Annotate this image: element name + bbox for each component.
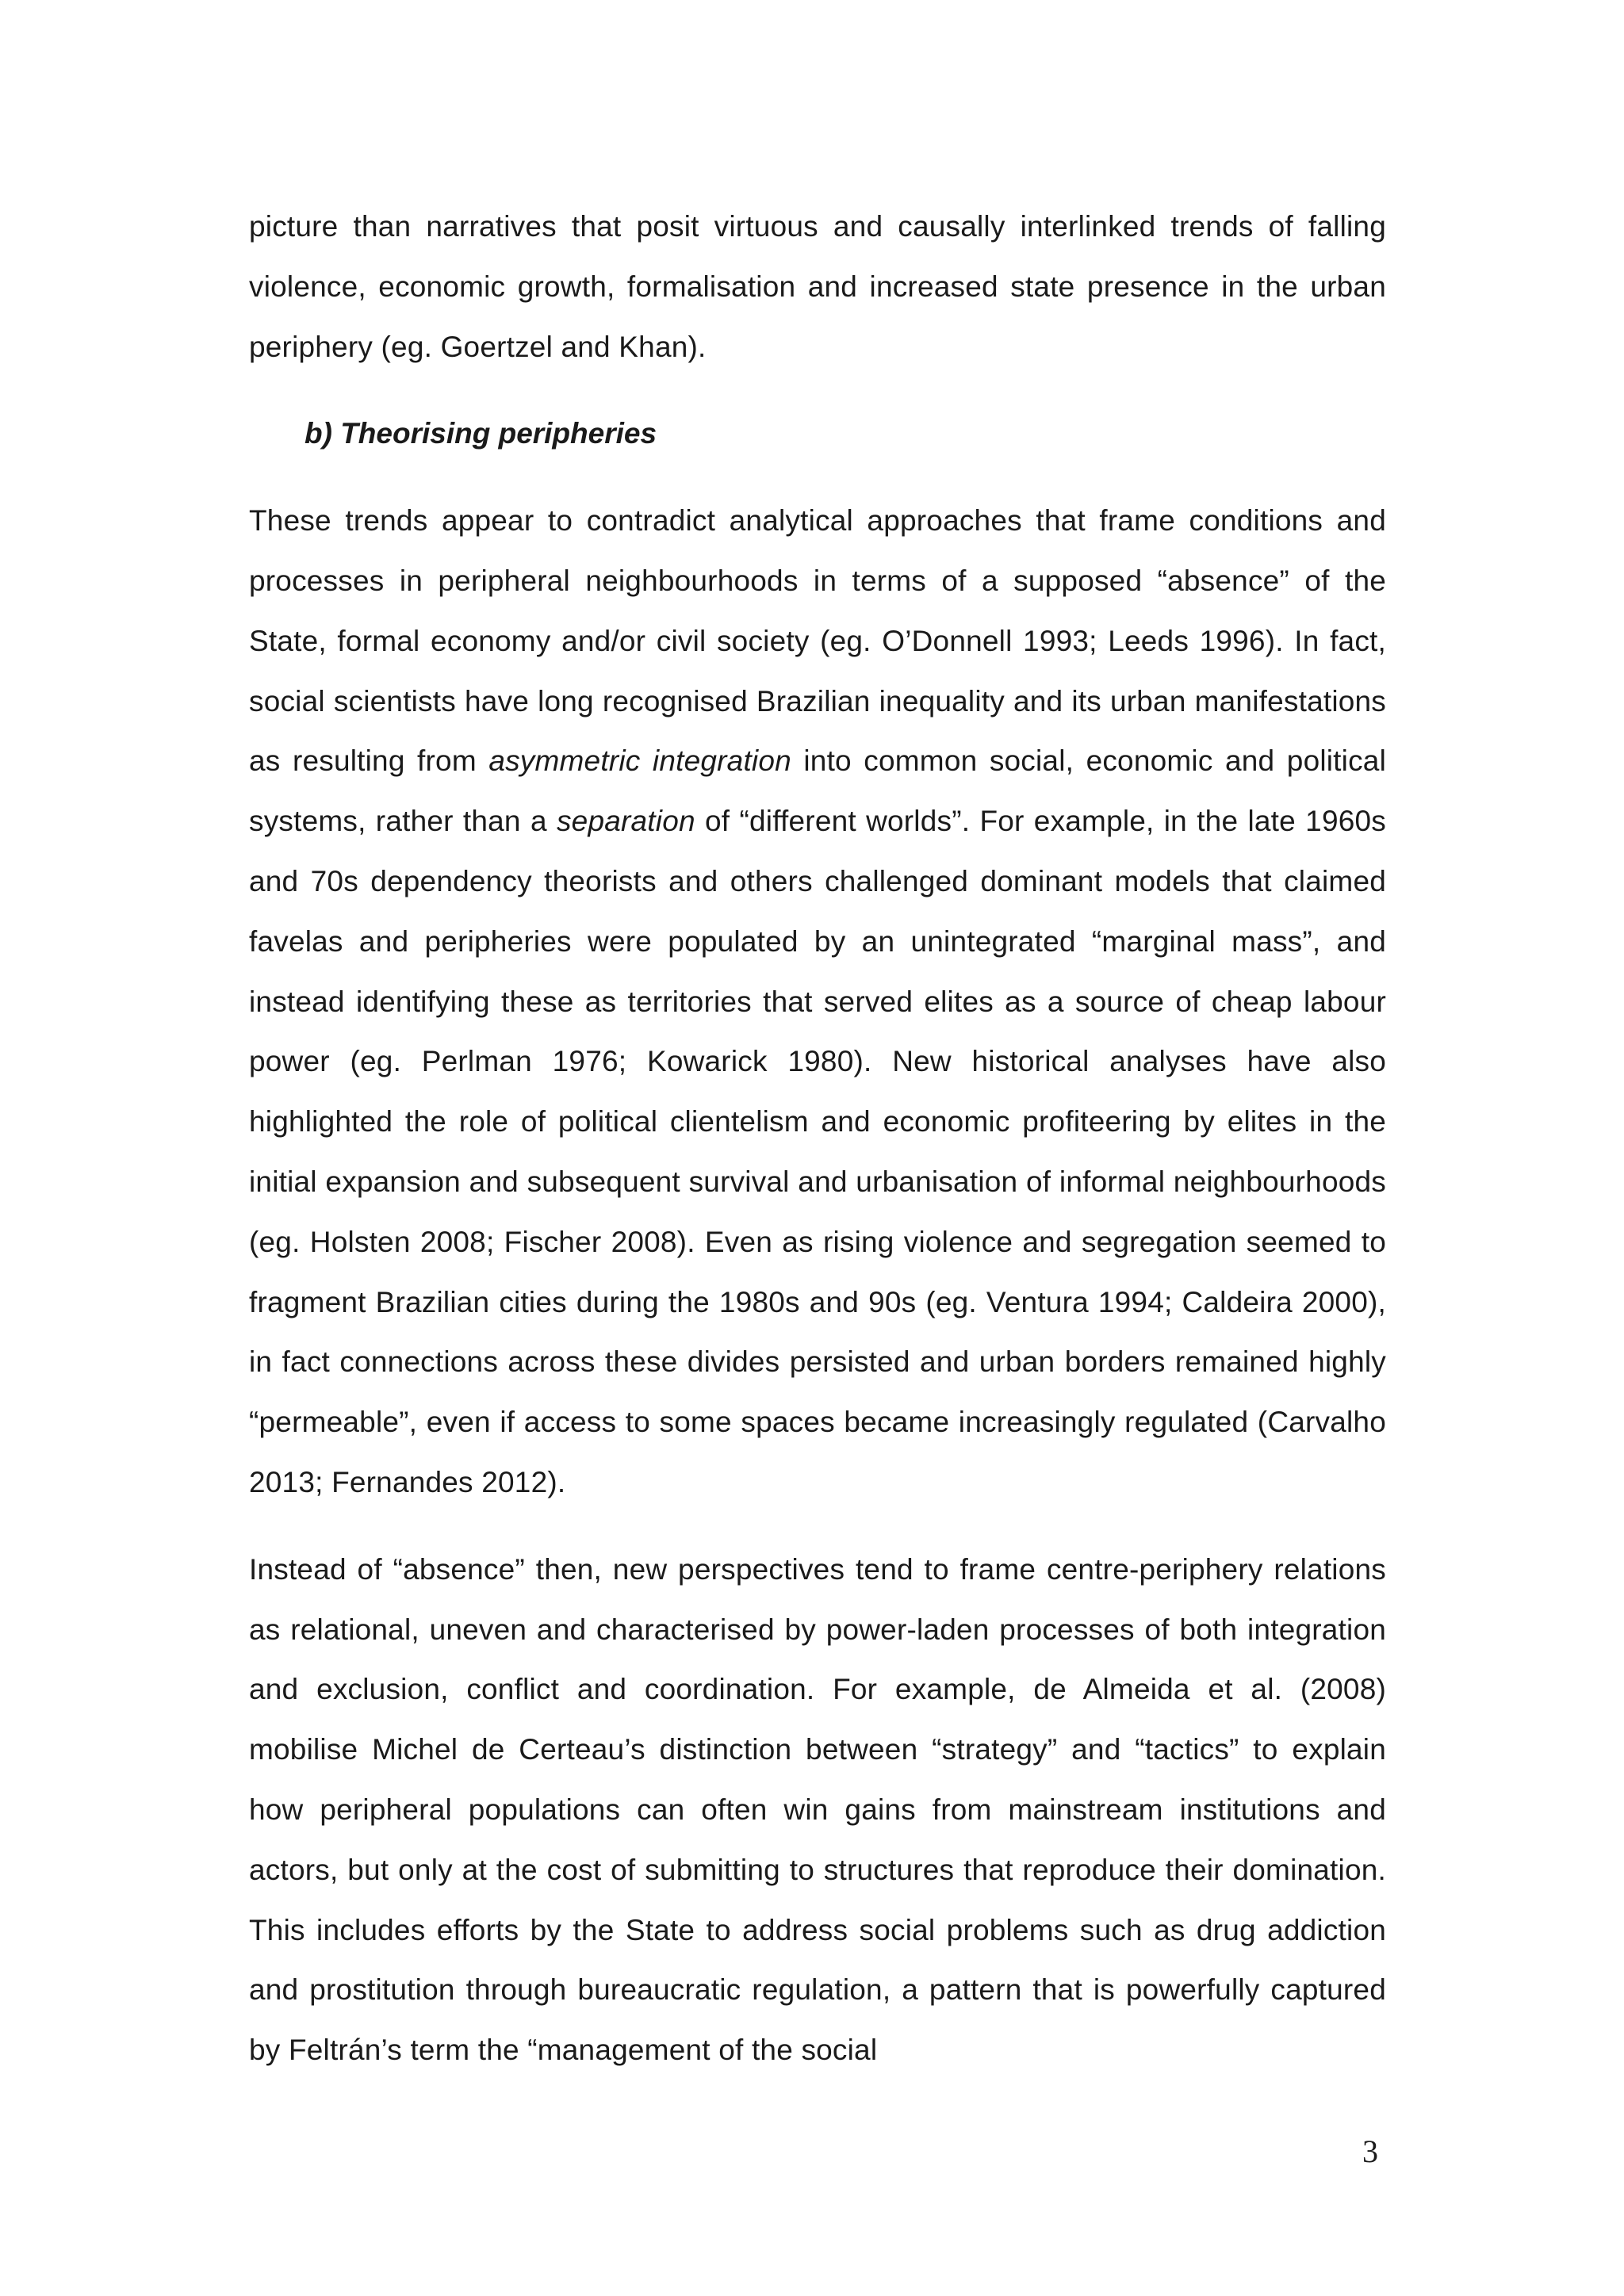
page-number: 3	[1362, 2133, 1378, 2169]
paragraph-2-text-1: These trends appear to contradict analytical approaches that frame conditions and processes in peripheral neighbourhoods in terms of a supposed “absence” of the State, formal economy and/or civil society (eg. O’Donnell 1993; Leeds 1996). In fact, social scientists have long recognised Brazilian inequality and its urban manifestations as resulting from	[249, 504, 1386, 778]
emphasis-separation: separation	[556, 805, 695, 838]
paragraph-2-text-3: of “different worlds”. For example, in the late 1960s and 70s dependency theorists and others challenged dominant models that claimed favelas and peripheries were populated by an unintegrated “marginal mass”, and instead identifying these as territories that served elites as a source of cheap labour power (eg. Perlman 1976; Kowarick 1980). New historical analyses have also highlighted the role of political clientelism and economic profiteering by elites in the initial expansion and subsequent survival and urbanisation of informal neighbourhoods (eg. Holsten 2008; Fischer 2008). Even as rising violence and segregation seemed to fragment Brazilian cities during the 1980s and 90s (eg. Ventura 1994; Caldeira 2000), in fact connections across these divides persisted and urban borders remained highly “permeable”, even if access to some spaces became increasingly regulated (Carvalho 2013; Fernandes 2012).	[249, 805, 1386, 1498]
paragraph-1: picture than narratives that posit virtuous and causally interlinked trends of falling violence, economic growth, formalisation and increased state presence in the urban periphery (eg. Goertzel and Khan).	[249, 210, 1386, 363]
paragraph-gap	[249, 1513, 1386, 1540]
emphasis-asymmetric-integration: asymmetric integration	[488, 744, 791, 778]
document-page	[249, 197, 1386, 2080]
paragraph-2-text-2: into common social, economic and political systems, rather than a	[249, 744, 1386, 838]
paragraph-2	[249, 491, 1386, 1513]
section-heading: b) Theorising peripheries	[304, 417, 657, 450]
paragraph-3: Instead of “absence” then, new perspectives tend to frame centre-periphery relations as relational, uneven and characterised by power-laden processes of both integration and exclusion, conflict and coordination. For example, de Almeida et al. (2008) mobilise Michel de Certeau’s distinction between “strategy” and “tactics” to explain how peripheral populations can often win gains from mainstream institutions and actors, but only at the cost of submitting to structures that reproduce their domination. This includes efforts by the State to address social problems such as drug addiction and prostitution through bureaucratic regulation, a pattern that is powerfully captured by Feltrán’s term the “management of the social	[249, 1552, 1386, 2067]
